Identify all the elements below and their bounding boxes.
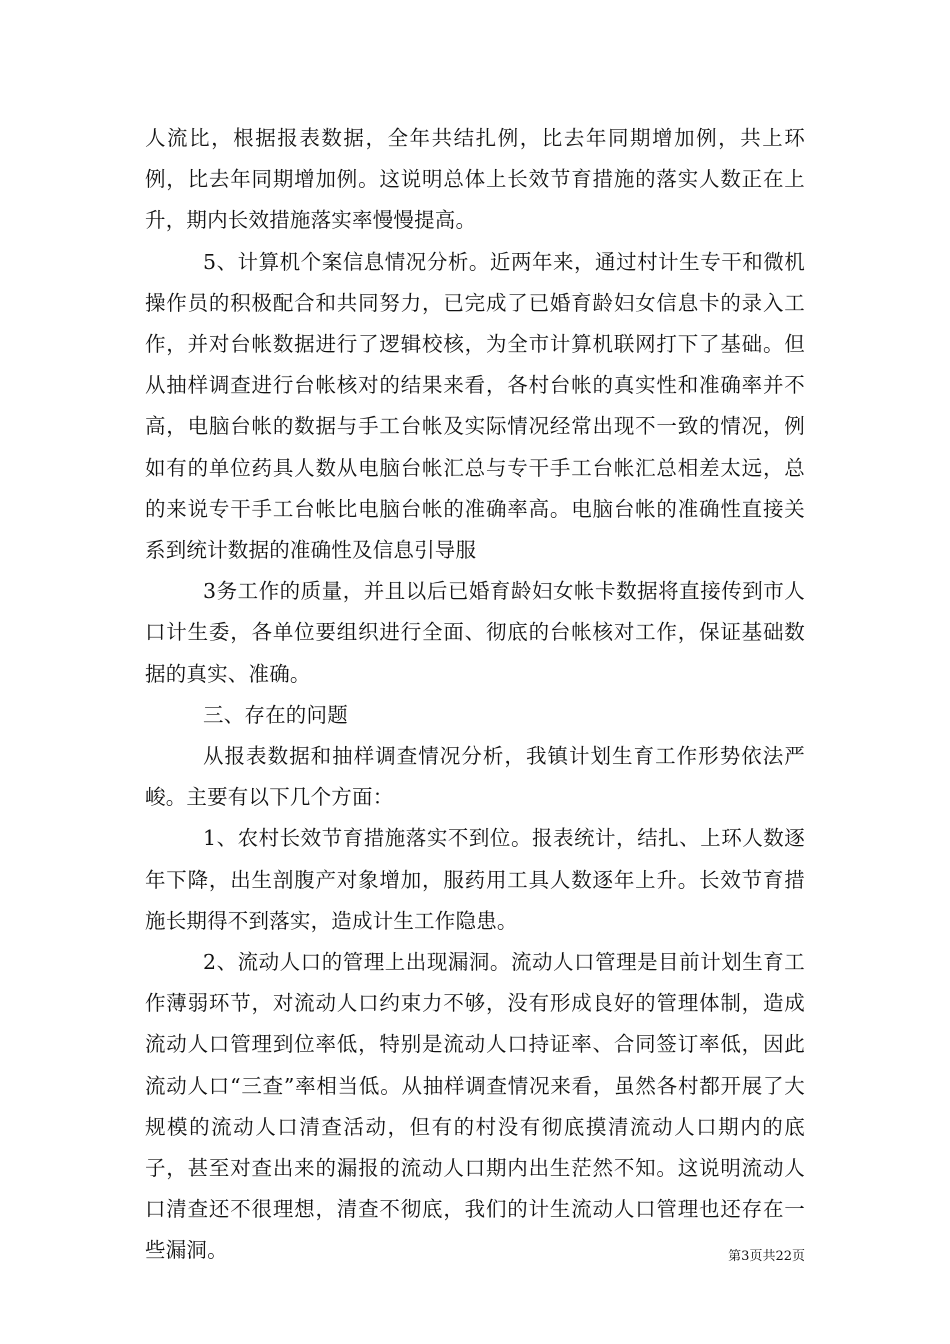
paragraph-3: 3务工作的质量，并且以后已婚育龄妇女帐卡数据将直接传到市人口计生委，各单位要组织进行全面、彻底的台帐核对工作，保证基础数据的真实、准确。 <box>145 579 805 686</box>
paragraph-5: 从报表数据和抽样调查情况分析，我镇计划生育工作形势依法严峻。主要有以下几个方面： <box>145 744 805 810</box>
section-heading: 三、存在的问题 <box>203 702 348 727</box>
paragraph-2: 5、计算机个案信息情况分析。近两年来，通过村计生专干和微机操作员的积极配合和共同努力，已完成了已婚育龄妇女信息卡的录入工作，并对台帐数据进行了逻辑校核，为全市计算机联网打下了基础。但从抽样调查进行台帐核对的结果来看，各村台帐的真实性和准确率并不高，电脑台帐的数据与手工台帐及实际情况经常出现不一致的情况，例如有的单位药具人数从电脑台帐汇总与专干手工台帐汇总相差太远，总的来说专干手工台帐比电脑台帐的准确率高。电脑台帐的准确性直接关系到统计数据的准确性及信息引导服 <box>145 249 805 563</box>
paragraph-1: 人流比，根据报表数据，全年共结扎例，比去年同期增加例，共上环例，比去年同期增加例。这说明总体上长效节育措施的落实人数正在上升，期内长效措施落实率慢慢提高。 <box>145 126 805 233</box>
page-number: 第3页共22页 <box>728 1249 805 1264</box>
paragraph-6: 1、农村长效节育措施落实不到位。报表统计，结扎、上环人数逐年下降，出生剖腹产对象增加，服药用工具人数逐年上升。长效节育措施长期得不到落实，造成计生工作隐患。 <box>145 826 805 933</box>
paragraph-7: 2、流动人口的管理上出现漏洞。流动人口管理是目前计划生育工作薄弱环节，对流动人口约束力不够，没有形成良好的管理体制，造成流动人口管理到位率低，特别是流动人口持证率、合同签订率低，因此流动人口“三查”率相当低。从抽样调查情况来看，虽然各村都开展了大规模的流动人口清查活动，但有的村没有彻底摸清流动人口期内的底子，甚至对查出来的漏报的流动人口期内出生茫然不知。这说明流动人口清查还不很理想，清查不彻底，我们的计生流动人口管理也还存在一些漏洞。 <box>145 950 805 1263</box>
body-text <box>145 118 805 1272</box>
